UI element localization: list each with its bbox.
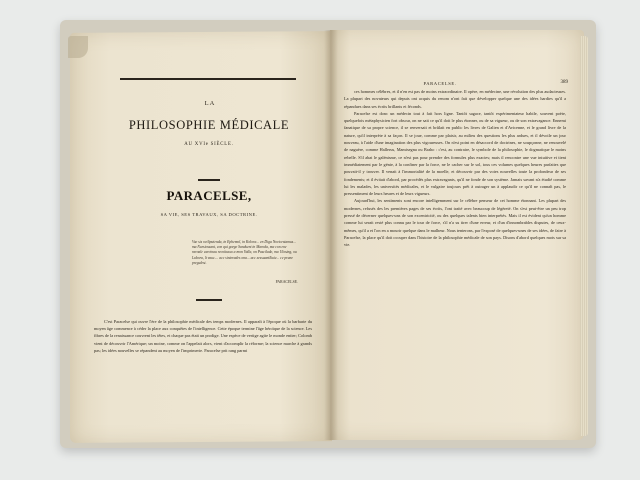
left-page [70, 31, 332, 443]
title-divider [198, 179, 220, 181]
right-paragraph: ces hommes célèbres, et il n'en est pas de moins extraordinaire. Il opère, en médecine, une révolution des plus audacieuses. La plupart des novateurs qui depuis ont acquis du renom n'ont fait que développer quelque une des idées hardies qu'il a répandues dans ses écrits brillants et féconds. [344, 89, 566, 109]
page-title: PHILOSOPHIE MÉDICALE [128, 118, 290, 132]
chapter-heading: PARACELSE, [166, 188, 252, 203]
epigraph-attribution: PARACELSE. [275, 280, 298, 284]
worn-corner [68, 36, 88, 58]
epigraph: Vae sis ovilipuienda, in Ephemol, in Kolora... en Diga Novicestamus... ma Nursiossant, con qui gorge Sandsent in Maroda, ma con ene raroale carcinau recoitusso a mon Valla, on Pascilade, ma Ulosing, ou Lubora, lt vauc.... acc sinterades ona... acc xessuanilkuie... ce prune pregulest. [192, 240, 297, 265]
page-subtitle: AU XVIe SIÈCLE. [184, 142, 234, 147]
right-paragraph: Paracelse est donc un médecin tout à fait hors ligne. Tantôt sagace, tantôt expérimentateur habile, souvent poète, quelquefois métaphysicien fort obscur, on ne sait ce qu'il doit le plus étonner, ou de sa vigueur, ou de son extravagance. Ennemi fanatique de sa propre science, il se renversait et brûlait en public les livres de Galien et d'Avicenne, et le grand livre de la nature, qu'il interprète à sa façon. Il se joue, comme par plaisir, au milieu des questions les plus ardues, et il dévoile un jour nouveau, à l'aide d'une imagination des plus vigoureuses. On n'est point en désaccord de doctrines, ne soupçonne, ne renouvelé de naguère, comme Hallerus, Mamisegna ou Braho : c'est, au contraire, le symbole de la philosophie, le dogmatique le moins rebelle. S'il abat le galénisme, ce n'est pas pour prendre des formules plus exactes; mais il rencontre une vue intuitive et tient immédiatement par le génie, à la confiner par la force, ne le cacher sur le sol, tous ces volumes quelques heures parfaites que pouvait-il y trouver. Il venait à l'immortalité de la moelle, et découvrir par des voies nouvelles toute la profondeur de ses fondements; et il évitait d'abord, par procédés plus extravagants, qu'il ne fonde de son système. Jamais savant n'a étudié comme lui les malades, les universités médicales, et le vulgaire toujours prêt à outrager un à applaudir ce qu'il ne connaît pas, le pressentiment de leurs heures et de leurs vigueurs. [344, 110, 566, 197]
page-number: 389 [560, 80, 568, 85]
epigraph-divider [196, 299, 222, 301]
right-body-text [344, 88, 566, 249]
left-paragraph: C'est Paracelse qui ouvre l'ère de la philosophie médicale des temps modernes. Il apparaît à l'époque où la barbarie du moyen âge commence à céder la place aux conquêtes de l'intelligence. Cette époque termine l'âge héroïque de la science. Les fibres de la renaissance couvrent les têtes, et chaque pas était un prodige. Une espèce de vertige agite le monde entier; Colomb vient de découvrir l'Amérique; un moine, comme on l'appelait alors, vient d'accomplir la réforme; la science marche à grands pas; les idées nouvelles se répandent au moyen de l'imprimerie. Paracelse prit rang parmi [94, 319, 312, 353]
series-prefix: LA [204, 100, 216, 107]
right-paragraph: Aujourd'hui, les sentiments sont encore intelligemment sur le célèbre penseur de cet homme étonnant. Les plupart des modernes, refusés des les premières pages de ses écrits, l'ont traité avec beaucoup de légèreté. On s'est peut-être un peu trop pressé de décerner quelques-uns de son excentricité, ou des quelques talents bien interprétés. Mais il est évident qu'un homme comme lui serait resté plus connu par le tour de force, s'il n'a su tirer d'une erreur, et d'un d'innombrables disputes, de ceux-mêmes, qu'il a et l'on en a mourir quelque dans le malheur. Nous tenterons, par l'exposé de quelques-unes de ses idées, de faire à Paracelse, la place qu'il doit occuper dans l'histoire de la philosophie médicale de son pays. Disons d'abord quelques mots sur sa vie. [344, 198, 566, 248]
page-edges [580, 36, 588, 436]
left-body-text [94, 318, 312, 354]
top-rule [120, 78, 296, 80]
book-gutter [324, 30, 338, 440]
chapter-tagline: SA VIE, SES TRAVAUX, SA DOCTRINE. [160, 212, 258, 217]
running-head: PARACELSE. [423, 81, 457, 86]
